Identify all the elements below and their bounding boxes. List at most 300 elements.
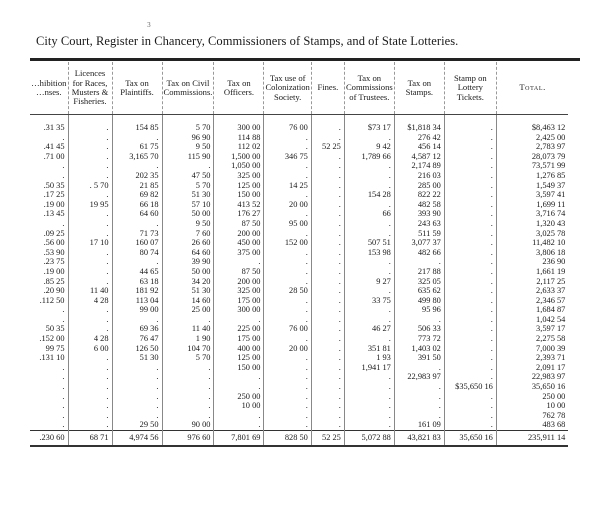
table-cell-total: 1,684 87	[496, 305, 568, 315]
table-cell-tax-colonization: .	[264, 353, 311, 363]
table-cell-exhibition-licenses: .112 50	[30, 296, 68, 306]
table-cell-tax-civil-commissions: 34 20	[162, 277, 214, 287]
table-cell-exhibition-licenses: .85 25	[30, 277, 68, 287]
spacer-cell	[394, 115, 444, 124]
spacer-cell	[112, 115, 162, 124]
table-cell-tax-civil-commissions: 39 90	[162, 257, 214, 267]
table-cell-tax-plaintiffs: 29 50	[112, 420, 162, 430]
table-cell-licences-races: 17 10	[68, 238, 112, 248]
table-cell-tax-officers: .	[214, 315, 264, 325]
table-cell-stamp-lottery: .	[444, 219, 496, 229]
spacer-cell	[68, 115, 112, 124]
table-cell-total: 3,597 41	[496, 190, 568, 200]
table-cell-tax-stamps: 217 88	[394, 267, 444, 277]
table-cell-tax-officers: 176 27	[214, 209, 264, 219]
table-cell-total: 7,000 39	[496, 344, 568, 354]
table-cell-fines: .	[311, 123, 344, 133]
table-cell-exhibition-licenses: .	[30, 161, 68, 171]
header-exhibition-licenses: …hibition …nses.	[30, 62, 68, 115]
table-cell-exhibition-licenses: .131 10	[30, 353, 68, 363]
table-cell-tax-colonization: .	[264, 372, 311, 382]
table-cell-tax-colonization: .	[264, 267, 311, 277]
table-cell-tax-officers: 225 00	[214, 324, 264, 334]
table-cell-tax-stamps: 456 14	[394, 142, 444, 152]
table-cell-licences-races: 11 40	[68, 286, 112, 296]
table-row	[30, 305, 568, 315]
table-cell-tax-officers: 325 00	[214, 286, 264, 296]
table-cell-tax-colonization: .	[264, 305, 311, 315]
table-row	[30, 344, 568, 354]
table-cell-tax-officers: .	[214, 372, 264, 382]
table-cell-total: 11,482 10	[496, 238, 568, 248]
table-cell-fines: .	[311, 344, 344, 354]
header-tax-stamps: Tax on Stamps.	[394, 62, 444, 115]
table-cell-tax-civil-commissions: 50 00	[162, 267, 214, 277]
table-cell-fines: .	[311, 286, 344, 296]
table-cell-tax-trustees: 33 75	[344, 296, 394, 306]
header-licences-races: Licences for Races, Musters & Fisheries.	[68, 62, 112, 115]
table-cell-stamp-lottery: .	[444, 363, 496, 373]
table-cell-fines: .	[311, 133, 344, 143]
table-cell-tax-trustees: .	[344, 334, 394, 344]
table-cell-tax-colonization: .	[264, 133, 311, 143]
table-cell-total: 2,346 57	[496, 296, 568, 306]
table-cell-stamp-lottery: .	[444, 334, 496, 344]
table-cell-tax-colonization: 76 00	[264, 324, 311, 334]
table-cell-tax-stamps: 3,077 37	[394, 238, 444, 248]
table-row	[30, 161, 568, 171]
table-cell-tax-trustees: .	[344, 392, 394, 402]
table-cell-stamp-lottery: .	[444, 257, 496, 267]
table-cell-tax-civil-commissions: 50 00	[162, 209, 214, 219]
table-cell-stamp-lottery: .	[444, 353, 496, 363]
table-cell-exhibition-licenses: .23 75	[30, 257, 68, 267]
table-cell-exhibition-licenses: .13 45	[30, 209, 68, 219]
table-row	[30, 267, 568, 277]
table-row	[30, 296, 568, 306]
table-cell-tax-plaintiffs: .	[112, 411, 162, 421]
table-cell-stamp-lottery: .	[444, 315, 496, 325]
table-cell-tax-colonization: .	[264, 420, 311, 430]
table-row	[30, 334, 568, 344]
table-body	[30, 115, 568, 431]
table-cell-fines: .	[311, 363, 344, 373]
table-cell-exhibition-licenses: .31 35	[30, 123, 68, 133]
spacer-cell	[311, 115, 344, 124]
table-cell-tax-trustees: .	[344, 161, 394, 171]
table-cell-stamp-lottery: .	[444, 324, 496, 334]
table-cell-licences-races: .	[68, 315, 112, 325]
table-row	[30, 219, 568, 229]
table-cell-licences-races: .	[68, 219, 112, 229]
table-cell-tax-colonization: 28 50	[264, 286, 311, 296]
table-cell-tax-officers: 325 00	[214, 171, 264, 181]
table-cell-total: 236 90	[496, 257, 568, 267]
table-cell-fines: .	[311, 257, 344, 267]
table-cell-licences-races: 19 95	[68, 200, 112, 210]
table-cell-tax-plaintiffs: 69 82	[112, 190, 162, 200]
table-cell-tax-stamps: .	[394, 315, 444, 325]
table-row	[30, 209, 568, 219]
table-cell-tax-officers: 150 00	[214, 363, 264, 373]
table-cell-tax-plaintiffs: 69 36	[112, 324, 162, 334]
table-cell-tax-trustees: 507 51	[344, 238, 394, 248]
table-cell-tax-civil-commissions: 115 90	[162, 152, 214, 162]
table-cell-tax-colonization: .	[264, 190, 311, 200]
table-cell-tax-officers: 150 00	[214, 190, 264, 200]
table-row	[30, 248, 568, 258]
table-cell-fines: .	[311, 353, 344, 363]
table-cell-licences-races: .	[68, 363, 112, 373]
table-cell-exhibition-licenses: .71 00	[30, 152, 68, 162]
table-cell-exhibition-licenses: .19 00	[30, 200, 68, 210]
table-cell-tax-colonization: 76 00	[264, 123, 311, 133]
table-cell-total: 3,025 78	[496, 229, 568, 239]
table-cell-tax-civil-commissions: 104 70	[162, 344, 214, 354]
table-cell-exhibition-licenses: .	[30, 420, 68, 430]
table-cell-tax-stamps: 325 05	[394, 277, 444, 287]
spacer-cell	[162, 115, 214, 124]
table-cell-tax-colonization: .	[264, 334, 311, 344]
table-cell-stamp-lottery: .	[444, 401, 496, 411]
table-cell-stamp-lottery: .	[444, 296, 496, 306]
table-cell-tax-colonization: .	[264, 296, 311, 306]
table-cell-licences-races: .	[68, 248, 112, 258]
table-cell-fines: .	[311, 411, 344, 421]
table-cell-tax-trustees: .	[344, 181, 394, 191]
table-cell-tax-trustees: .	[344, 286, 394, 296]
table-cell-tax-plaintiffs: 63 18	[112, 277, 162, 287]
table-cell-tax-colonization: .	[264, 257, 311, 267]
table-cell-exhibition-licenses: .53 90	[30, 248, 68, 258]
table-cell-licences-races: .	[68, 267, 112, 277]
table-cell-tax-colonization: .	[264, 248, 311, 258]
table-cell-tax-stamps: 773 72	[394, 334, 444, 344]
table-cell-tax-stamps: 22,983 97	[394, 372, 444, 382]
spacer-cell	[214, 115, 264, 124]
total-cell: 5,072 88	[344, 431, 394, 447]
table-row	[30, 401, 568, 411]
table-row	[30, 372, 568, 382]
table-cell-exhibition-licenses: .41 45	[30, 142, 68, 152]
table-cell-tax-officers: 112 02	[214, 142, 264, 152]
table-cell-tax-plaintiffs: 44 65	[112, 267, 162, 277]
table-cell-tax-trustees: .	[344, 315, 394, 325]
table-cell-tax-plaintiffs: .	[112, 161, 162, 171]
total-cell: 43,821 83	[394, 431, 444, 447]
table-cell-tax-civil-commissions: 90 00	[162, 420, 214, 430]
table-cell-fines: .	[311, 324, 344, 334]
table-cell-total: 2,393 71	[496, 353, 568, 363]
page-mark: 3	[147, 22, 151, 29]
table-cell-total: 2,633 37	[496, 286, 568, 296]
revenue-table	[30, 62, 568, 447]
table-cell-stamp-lottery: .	[444, 152, 496, 162]
spacer-cell	[30, 115, 68, 124]
table-cell-tax-civil-commissions: 5 70	[162, 353, 214, 363]
total-cell: 4,974 56	[112, 431, 162, 447]
table-cell-fines: .	[311, 372, 344, 382]
table-cell-licences-races: .	[68, 152, 112, 162]
table-cell-tax-officers: 375 00	[214, 248, 264, 258]
table-cell-tax-trustees: .	[344, 229, 394, 239]
table-cell-tax-officers: .	[214, 257, 264, 267]
spacer-cell	[496, 115, 568, 124]
table-cell-tax-officers: 1,050 00	[214, 161, 264, 171]
table-cell-tax-stamps: .	[394, 363, 444, 373]
table-cell-tax-civil-commissions: 51 30	[162, 286, 214, 296]
table-cell-tax-officers: 175 00	[214, 296, 264, 306]
table-cell-tax-officers: 87 50	[214, 219, 264, 229]
table-cell-tax-officers: 175 00	[214, 334, 264, 344]
table-cell-tax-civil-commissions: 5 70	[162, 123, 214, 133]
table-cell-total: 3,716 74	[496, 209, 568, 219]
table-cell-tax-officers: 300 00	[214, 305, 264, 315]
table-cell-total: 2,275 58	[496, 334, 568, 344]
table-cell-stamp-lottery: .	[444, 411, 496, 421]
table-cell-fines: .	[311, 238, 344, 248]
table-cell-fines: .	[311, 267, 344, 277]
table-cell-stamp-lottery: .	[444, 248, 496, 258]
table-cell-tax-stamps: 635 62	[394, 286, 444, 296]
table-cell-tax-plaintiffs: 154 85	[112, 123, 162, 133]
table-cell-tax-plaintiffs: 99 00	[112, 305, 162, 315]
total-cell: 35,650 16	[444, 431, 496, 447]
table-cell-tax-plaintiffs: 113 04	[112, 296, 162, 306]
table-cell-tax-plaintiffs: 61 75	[112, 142, 162, 152]
table-cell-total: $8,463 12	[496, 123, 568, 133]
table-cell-stamp-lottery: .	[444, 171, 496, 181]
table-cell-tax-civil-commissions: .	[162, 372, 214, 382]
table-cell-tax-trustees: 153 98	[344, 248, 394, 258]
table-cell-tax-trustees: .	[344, 219, 394, 229]
table-cell-tax-plaintiffs: 71 73	[112, 229, 162, 239]
table-cell-tax-civil-commissions: 64 60	[162, 248, 214, 258]
table-cell-tax-trustees: 1,941 17	[344, 363, 394, 373]
table-cell-total: 22,983 97	[496, 372, 568, 382]
table-cell-licences-races: .	[68, 372, 112, 382]
table-cell-tax-officers: 250 00	[214, 392, 264, 402]
table-cell-tax-plaintiffs: 160 07	[112, 238, 162, 248]
table-cell-fines: .	[311, 401, 344, 411]
table-cell-tax-colonization: .	[264, 401, 311, 411]
table-cell-licences-races: .	[68, 123, 112, 133]
table-cell-tax-civil-commissions: 26 60	[162, 238, 214, 248]
table-cell-licences-races: .	[68, 401, 112, 411]
table-cell-tax-plaintiffs: 76 47	[112, 334, 162, 344]
document-title: City Court, Register in Chancery, Commissioners of Stamps, and of State Lotteries.	[36, 34, 459, 48]
table-cell-total: 35,650 16	[496, 382, 568, 392]
table-cell-licences-races: .	[68, 277, 112, 287]
table-cell-exhibition-licenses: .	[30, 401, 68, 411]
table-cell-total: 1,699 11	[496, 200, 568, 210]
table-cell-tax-officers: 413 52	[214, 200, 264, 210]
table-cell-tax-plaintiffs: 181 92	[112, 286, 162, 296]
table-cell-stamp-lottery: .	[444, 305, 496, 315]
table-cell-tax-trustees: 1,789 66	[344, 152, 394, 162]
table-cell-licences-races: .	[68, 392, 112, 402]
table-cell-tax-plaintiffs: .	[112, 363, 162, 373]
table-cell-tax-trustees: 9 27	[344, 277, 394, 287]
table-cell-tax-trustees: .	[344, 372, 394, 382]
table-cell-total: 762 78	[496, 411, 568, 421]
table-cell-tax-colonization: .	[264, 411, 311, 421]
table-cell-tax-trustees: $73 17	[344, 123, 394, 133]
table-cell-exhibition-licenses: .	[30, 305, 68, 315]
table-row	[30, 123, 568, 133]
table-cell-licences-races: .	[68, 324, 112, 334]
table-cell-total: 73,571 99	[496, 161, 568, 171]
table-cell-licences-races: 4 28	[68, 334, 112, 344]
table-cell-tax-civil-commissions: 47 50	[162, 171, 214, 181]
table-cell-tax-colonization: 14 25	[264, 181, 311, 191]
table-cell-tax-officers: 450 00	[214, 238, 264, 248]
table-cell-fines: 52 25	[311, 142, 344, 152]
table-cell-stamp-lottery: .	[444, 209, 496, 219]
table-top-rule	[30, 58, 580, 61]
table-cell-fines: .	[311, 315, 344, 325]
table-cell-stamp-lottery: .	[444, 277, 496, 287]
table-cell-licences-races: .	[68, 411, 112, 421]
table-cell-exhibition-licenses: .152 00	[30, 334, 68, 344]
spacer-cell	[264, 115, 311, 124]
table-cell-tax-colonization: 95 00	[264, 219, 311, 229]
table-cell-tax-plaintiffs: .	[112, 401, 162, 411]
table-cell-fines: .	[311, 161, 344, 171]
table-cell-tax-stamps: 285 00	[394, 181, 444, 191]
table-cell-stamp-lottery: .	[444, 344, 496, 354]
table-cell-tax-stamps: 276 42	[394, 133, 444, 143]
table-cell-tax-trustees: .	[344, 411, 394, 421]
table-cell-fines: .	[311, 420, 344, 430]
table-cell-tax-plaintiffs: 80 74	[112, 248, 162, 258]
table-cell-tax-stamps: 393 90	[394, 209, 444, 219]
table-cell-tax-civil-commissions: 7 60	[162, 229, 214, 239]
header-total: Total.	[496, 62, 568, 115]
table-cell-tax-trustees: 351 81	[344, 344, 394, 354]
grand-total-cell: 235,911 14	[496, 431, 568, 447]
table-cell-tax-civil-commissions: .	[162, 363, 214, 373]
table-cell-total: 10 00	[496, 401, 568, 411]
table-cell-stamp-lottery: .	[444, 372, 496, 382]
table-cell-fines: .	[311, 392, 344, 402]
table-row	[30, 133, 568, 143]
spacer-cell	[444, 115, 496, 124]
table-cell-tax-trustees: 9 42	[344, 142, 394, 152]
table-cell-tax-plaintiffs: .	[112, 382, 162, 392]
table-cell-exhibition-licenses: .	[30, 171, 68, 181]
table-cell-tax-plaintiffs: .	[112, 219, 162, 229]
table-cell-tax-stamps: 506 33	[394, 324, 444, 334]
table-cell-licences-races: .	[68, 209, 112, 219]
table-cell-tax-colonization: .	[264, 209, 311, 219]
table-cell-tax-trustees: .	[344, 382, 394, 392]
table-cell-tax-civil-commissions: .	[162, 161, 214, 171]
table-cell-fines: .	[311, 219, 344, 229]
table-cell-exhibition-licenses: .	[30, 133, 68, 143]
table-row	[30, 190, 568, 200]
table-cell-total: 3,806 18	[496, 248, 568, 258]
table-cell-total: 1,320 43	[496, 219, 568, 229]
table-cell-fines: .	[311, 200, 344, 210]
table-cell-tax-colonization: 346 75	[264, 152, 311, 162]
table-cell-licences-races: .	[68, 382, 112, 392]
table-cell-licences-races: .	[68, 305, 112, 315]
table-cell-licences-races: 4 28	[68, 296, 112, 306]
table-cell-tax-colonization: .	[264, 171, 311, 181]
table-cell-tax-stamps: 4,587 12	[394, 152, 444, 162]
table-cell-exhibition-licenses: .	[30, 382, 68, 392]
table-cell-licences-races: .	[68, 190, 112, 200]
table-cell-tax-plaintiffs: .	[112, 392, 162, 402]
table-row	[30, 382, 568, 392]
table-cell-tax-stamps: .	[394, 257, 444, 267]
table-cell-fines: .	[311, 190, 344, 200]
table-cell-tax-stamps: 2,174 89	[394, 161, 444, 171]
table-cell-licences-races: .	[68, 257, 112, 267]
table-row	[30, 286, 568, 296]
table-cell-tax-colonization: .	[264, 315, 311, 325]
table-cell-tax-colonization: .	[264, 229, 311, 239]
table-cell-exhibition-licenses: .	[30, 372, 68, 382]
header-tax-civil-commissions: Tax on Civil Commissions.	[162, 62, 214, 115]
table-cell-tax-plaintiffs: 21 85	[112, 181, 162, 191]
table-cell-tax-trustees: 66	[344, 209, 394, 219]
table-cell-licences-races: .	[68, 353, 112, 363]
table-cell-tax-civil-commissions: 57 10	[162, 200, 214, 210]
table-cell-tax-trustees: 154 28	[344, 190, 394, 200]
table-cell-total: 28,073 79	[496, 152, 568, 162]
table-cell-fines: .	[311, 152, 344, 162]
table-cell-stamp-lottery: .	[444, 267, 496, 277]
table-cell-exhibition-licenses: .	[30, 392, 68, 402]
table-cell-stamp-lottery: .	[444, 238, 496, 248]
table-cell-tax-civil-commissions: 14 60	[162, 296, 214, 306]
table-cell-stamp-lottery: .	[444, 286, 496, 296]
table-cell-tax-stamps: $1,818 34	[394, 123, 444, 133]
table-cell-tax-plaintiffs: 126 50	[112, 344, 162, 354]
table-cell-tax-officers: 125 00	[214, 353, 264, 363]
table-cell-tax-officers: 10 00	[214, 401, 264, 411]
table-cell-tax-plaintiffs: 3,165 70	[112, 152, 162, 162]
table-cell-tax-civil-commissions: .	[162, 411, 214, 421]
table-cell-tax-plaintiffs: 202 35	[112, 171, 162, 181]
table-cell-exhibition-licenses: .50 35	[30, 181, 68, 191]
table-cell-tax-civil-commissions: 5 70	[162, 181, 214, 191]
table-row	[30, 200, 568, 210]
table-cell-fines: .	[311, 305, 344, 315]
table-cell-tax-trustees: .	[344, 420, 394, 430]
table-cell-total: 2,117 25	[496, 277, 568, 287]
table-cell-stamp-lottery: .	[444, 133, 496, 143]
table-cell-fines: .	[311, 382, 344, 392]
table-row	[30, 315, 568, 325]
table-header-row	[30, 62, 568, 115]
table-cell-tax-civil-commissions: .	[162, 392, 214, 402]
table-row	[30, 353, 568, 363]
header-tax-colonization: Tax use of Colonization Society.	[264, 62, 311, 115]
table-cell-tax-stamps: 482 58	[394, 200, 444, 210]
table-cell-tax-stamps: 511 59	[394, 229, 444, 239]
table-cell-stamp-lottery: .	[444, 161, 496, 171]
table-cell-total: 1,661 19	[496, 267, 568, 277]
table-cell-tax-trustees: .	[344, 257, 394, 267]
table-cell-tax-stamps: .	[394, 382, 444, 392]
table-cell-tax-officers: 400 00	[214, 344, 264, 354]
table-cell-tax-colonization: .	[264, 161, 311, 171]
table-cell-tax-plaintiffs: .	[112, 257, 162, 267]
table-cell-tax-colonization: .	[264, 392, 311, 402]
